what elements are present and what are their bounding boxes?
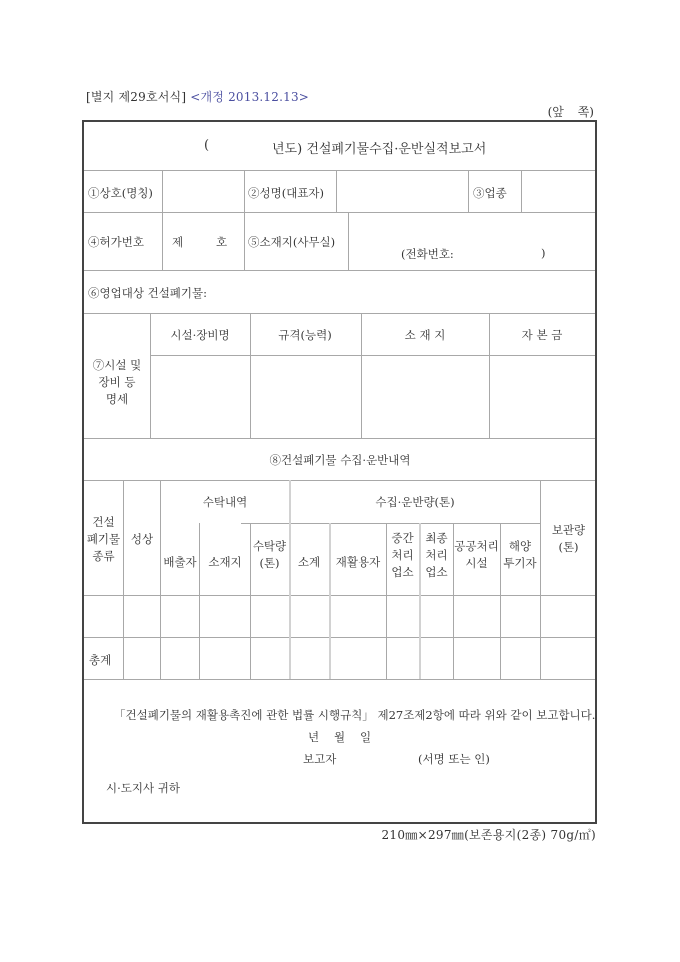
col-intermediate-line: 중간 (391, 531, 414, 545)
col-capacity: 규격(능력) (278, 328, 332, 342)
representative-name-label: ②성명(대표자) (248, 186, 325, 200)
divider (348, 212, 349, 270)
col-consign-amount (250, 538, 289, 572)
col-waste-type (84, 514, 123, 565)
form-reference (86, 88, 309, 105)
col-storage-line: (톤) (558, 540, 579, 554)
divider (84, 679, 595, 680)
permit-je: 제 (172, 235, 184, 249)
col-final-line: 처리 (425, 548, 448, 562)
divider (250, 313, 251, 438)
divider (84, 438, 595, 439)
phone-number-close: ) (541, 246, 546, 260)
recipient: 시·도지사 귀하 (106, 781, 180, 795)
page-side-label: (앞 쪽) (547, 105, 594, 119)
report-form (82, 120, 597, 824)
col-public-facility-line: 공공처리 (454, 539, 499, 553)
divider (521, 170, 522, 212)
col-location: 소 재 지 (404, 328, 446, 342)
facilities-label (84, 357, 150, 408)
divider (84, 170, 595, 171)
date-day: 일 (360, 730, 372, 744)
divider (160, 480, 161, 679)
divider (84, 313, 595, 314)
col-facility-name: 시설·장비명 (170, 328, 230, 342)
divider (489, 313, 490, 438)
divider (468, 170, 469, 212)
divider (84, 212, 595, 213)
office-address-label: ⑤소재지(사무실) (248, 235, 336, 249)
phone-number-label: (전화번호: (401, 247, 454, 261)
date-month: 월 (334, 730, 346, 744)
business-type-label: ③업종 (473, 186, 507, 200)
divider (244, 170, 245, 270)
col-subtotal: 소계 (297, 555, 321, 569)
col-consign-location: 소재지 (208, 555, 242, 569)
divider (540, 480, 541, 679)
form-title: 년도) 건설폐기물수집·운반실적보고서 (272, 142, 487, 157)
col-generator: 배출자 (163, 555, 197, 569)
facilities-label-line: ⑦시설 및 (92, 358, 142, 372)
permit-number-label: ④허가번호 (88, 235, 144, 249)
col-intermediate-line: 업소 (391, 565, 414, 579)
col-intermediate (386, 530, 419, 581)
transport-section-title: ⑧건설폐기물 수집·운반내역 (269, 453, 411, 467)
divider (123, 480, 124, 679)
company-name-label: ①상호(명칭) (88, 186, 153, 200)
divider (336, 170, 337, 212)
col-final (420, 530, 453, 581)
revision-date: <개정 2013.12.13> (190, 90, 310, 104)
declaration-statement: 「건설폐기물의 재활용촉진에 관한 법률 시행규칙」 제27조제2항에 따라 위와 같이 보고합니다. (114, 708, 596, 722)
divider (84, 270, 595, 271)
col-ocean-dumper-line: 해양 (508, 539, 532, 553)
facilities-label-line: 명세 (105, 392, 129, 406)
target-waste-label: ⑥영업대상 건설폐기물: (88, 286, 208, 300)
date-year: 년 (308, 730, 320, 744)
permit-ho: 호 (216, 235, 228, 249)
col-ocean-dumper (500, 538, 540, 572)
facilities-label-line: 장비 등 (98, 375, 136, 389)
year-paren-open: ( (204, 138, 210, 153)
col-recycler: 재활용자 (335, 555, 381, 569)
divider (162, 170, 163, 270)
col-final-line: 최종 (425, 531, 448, 545)
divider (361, 313, 362, 438)
col-consign-amount-line: 수탁량 (252, 539, 287, 553)
col-consign-amount-line: (톤) (259, 556, 280, 570)
col-public-facility (453, 538, 500, 572)
total-row-label: 총계 (89, 653, 112, 667)
consign-group-header: 수탁내역 (202, 495, 248, 509)
divider (150, 355, 595, 356)
divider (241, 523, 540, 524)
paper-spec: 210㎜×297㎜(보존용지(2종) 70g/㎡) (381, 828, 596, 842)
col-waste-type-line: 폐기물 (86, 532, 121, 546)
col-storage-line: 보관량 (551, 523, 586, 537)
divider (329, 523, 331, 679)
col-waste-type-line: 종류 (92, 549, 115, 563)
col-state: 성상 (130, 532, 154, 546)
form-number: [별지 제29호서식] (86, 90, 187, 104)
col-storage (540, 522, 597, 556)
divider (150, 313, 151, 438)
col-capital: 자 본 금 (521, 328, 563, 342)
divider (289, 480, 291, 679)
divider (199, 523, 200, 679)
col-intermediate-line: 처리 (391, 548, 414, 562)
amount-group-header: 수집·운반량(톤) (375, 495, 455, 509)
col-public-facility-line: 시설 (465, 556, 488, 570)
col-waste-type-line: 건설 (92, 515, 115, 529)
reporter-label: 보고자 (303, 752, 337, 766)
signature-label: (서명 또는 인) (418, 752, 490, 766)
col-ocean-dumper-line: 투기자 (503, 556, 537, 570)
col-final-line: 업소 (425, 565, 448, 579)
